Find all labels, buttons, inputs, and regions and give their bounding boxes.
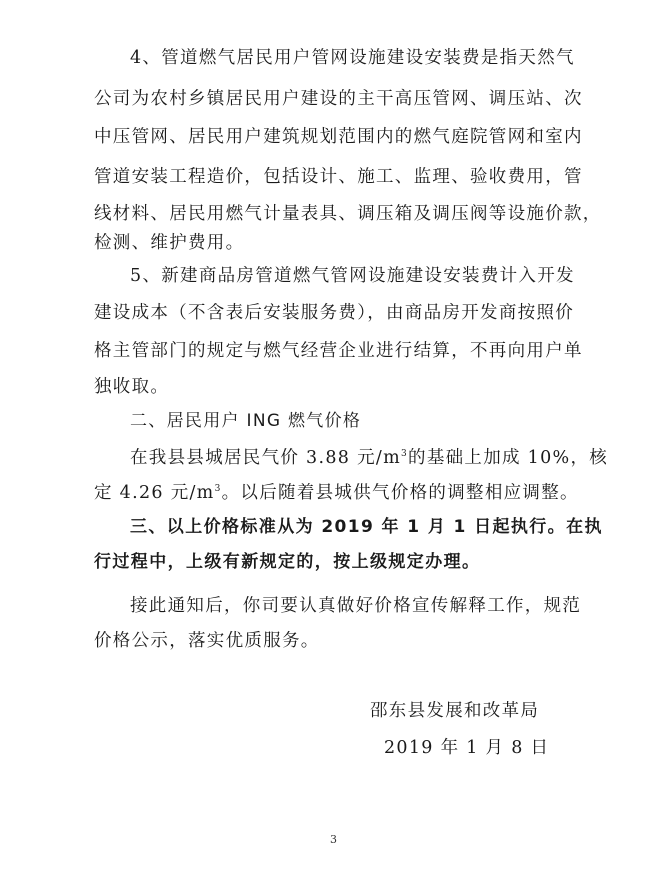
paragraph-item5-line: 5、新建商品房管道燃气管网设施建设安装费计入开发 [130,266,575,286]
closing-line: 价格公示，落实优质服务。 [94,631,320,651]
paragraph-item5-line: 格主管部门的规定与燃气经营企业进行结算，不再向用户单 [94,341,583,361]
unit-superscript: 3 [400,449,409,459]
paragraph-item4-line: 管道安装工程造价，包括设计、施工、监理、验收费用，管 [94,167,583,187]
paragraph-item4-line: 公司为农村乡镇居民用户建设的主干高压管网、调压站、次 [94,89,583,109]
section2-text: 定 4.26 元/m [94,483,215,503]
issuer-name: 邵东县发展和改革局 [370,701,540,721]
section2-heading: 二、居民用户 ING 燃气价格 [130,411,362,431]
issue-date: 2019 年 1 月 8 日 [384,738,550,758]
section2-text: 的基础上加成 10%，核 [408,448,609,468]
section2-price-line [130,447,608,469]
section2-text: 。以后随着县城供气价格的调整相应调整。 [221,483,579,503]
paragraph-item4-line: 检测、维护费用。 [94,233,245,253]
paragraph-item4-line: 4、管道燃气居民用户管网设施建设安装费是指天然气 [130,48,575,68]
paragraph-item4-line: 中压管网、居民用户建筑规划范围内的燃气庭院管网和室内 [94,127,583,147]
paragraph-item4-line: 线材料、居民用燃气计量表具、调压箱及调压阀等设施价款， [94,204,602,224]
unit-superscript: 3 [214,484,222,494]
closing-line: 接此通知后，你司要认真做好价格宣传解释工作，规范 [130,596,582,616]
section3-line: 行过程中，上级有新规定的，按上级规定办理。 [94,552,481,572]
paragraph-item5-line: 独收取。 [94,377,170,397]
page-number: 3 [330,833,337,846]
section2-text: 在我县县城居民气价 3.88 元/m [130,448,401,468]
paragraph-item5-line: 建设成本（不含表后安装服务费），由商品房开发商按照价 [94,303,575,323]
section2-price-line [94,482,579,504]
section3-line: 三、以上价格标准从为 2019 年 1 月 1 日起执行。在执 [130,517,603,537]
